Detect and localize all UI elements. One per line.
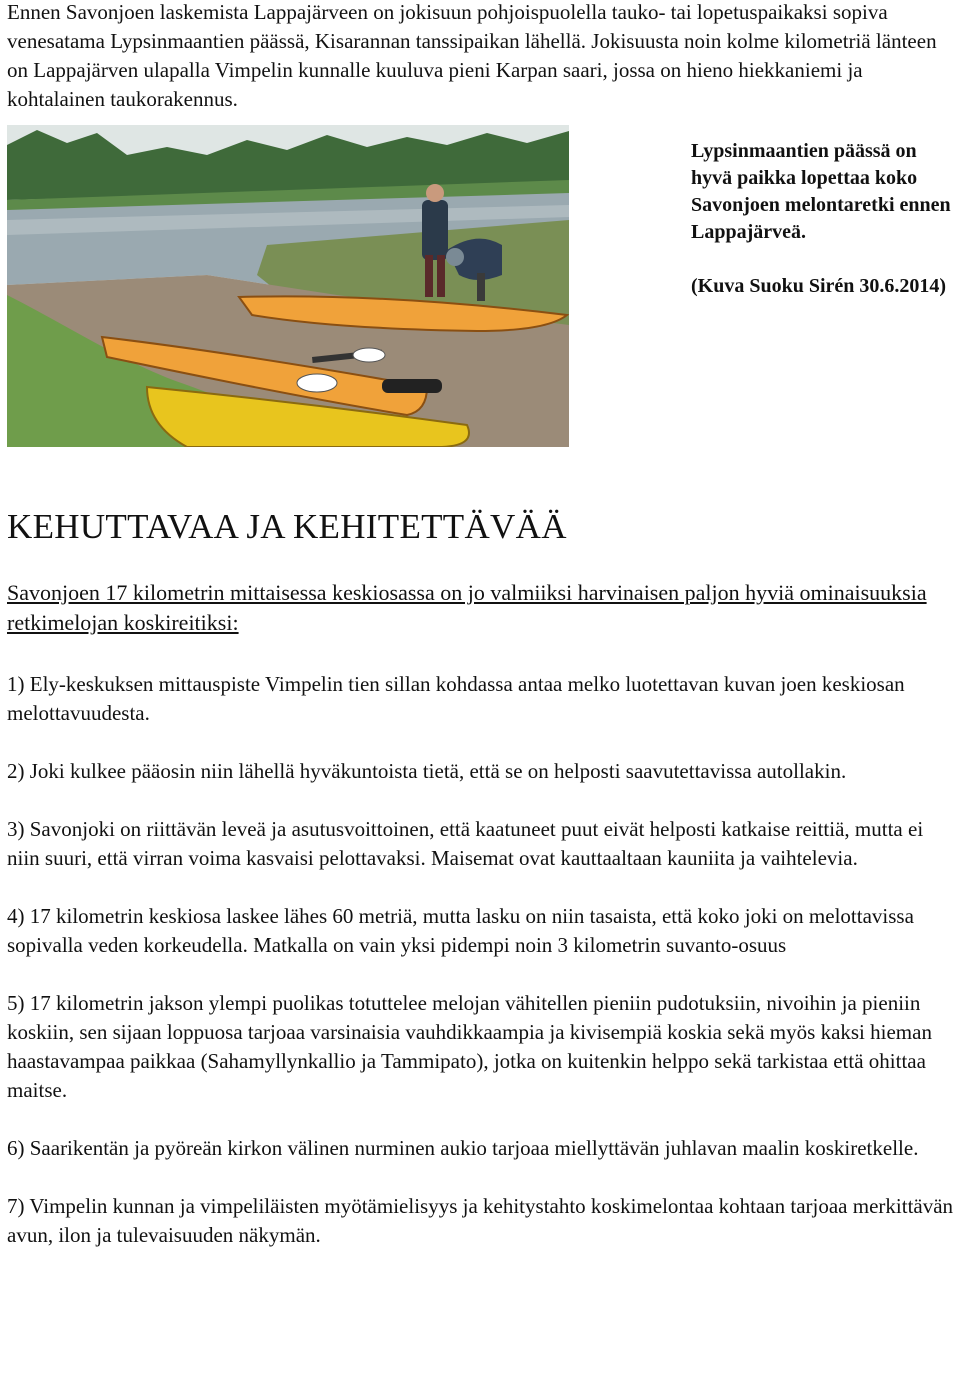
photo-paddle-blade: [353, 348, 385, 362]
photo-illustration: [7, 125, 569, 447]
list-item: 2) Joki kulkee pääosin niin lähellä hyväkuntoista tietä, että se on helposti saavutettavissa autollakin.: [7, 759, 847, 783]
intro-paragraph: Ennen Savonjoen laskemista Lappajärveen on jokisuun pohjoispuolella tauko- tai lopetuspaikaksi sopiva venesatama Lypsinmaantien päässä, Kisarannan tanssipaikan lähellä. Jokisuusta noin kolme kilometriä länteen on Lappajärven ulapalla Vimpelin kunnalle kuuluva pieni Karpan saari, jossa on hieno hiekkaniemi ja kohtalainen taukorakennus.: [7, 0, 937, 111]
numbered-list: [7, 670, 955, 1279]
photo-credit: (Kuva Suoku Sirén 30.6.2014): [691, 275, 947, 297]
list-item: 4) 17 kilometrin keskiosa laskee lähes 60 metriä, mutta lasku on niin tasaista, että koko joki on melottavissa sopivalla veden korkeudella. Matkalla on vain yksi pidempi noin 3 kilometrin suvanto-osuus: [7, 904, 914, 957]
list-item: 1) Ely-keskuksen mittauspiste Vimpelin tien sillan kohdassa antaa melko luotettavan kuvan joen keskiosan melottavuudesta.: [7, 672, 905, 725]
section-heading: KEHUTTAVAA JA KEHITETTÄVÄÄ: [7, 507, 567, 546]
photo-caption: [691, 138, 959, 300]
photo-paddle-dark: [382, 379, 442, 393]
list-item: 6) Saarikentän ja pyöreän kirkon välinen nurminen aukio tarjoaa miellyttävän juhlavan maalin koskiretkelle.: [7, 1136, 919, 1160]
photo-caption-text: Lypsinmaantien päässä on hyvä paikka lopettaa koko Savonjoen melontaretki ennen Lappajärveä.: [691, 140, 951, 243]
list-item: 7) Vimpelin kunnan ja vimpeliläisten myötämielisyys ja kehitystahto koskimelontaa kohtaan tarjoaa merkittävän avun, ilon ja tulevaisuuden näkymän.: [7, 1194, 954, 1247]
kayak-landing-photo: [7, 125, 569, 447]
lead-paragraph: Savonjoen 17 kilometrin mittaisessa keskiosassa on jo valmiiksi harvinaisen paljon hyviä ominaisuuksia retkimelojan koskireitiksi:: [7, 580, 927, 635]
list-item: 3) Savonjoki on riittävän leveä ja asutusvoittoinen, että kaatuneet puut eivät helposti katkaise reittiä, mutta ei niin suuri, että virran voima kasvaisi pelottavaksi. Maisemat ovat kauttaaltaan kauniita ja vaihtelevia.: [7, 817, 924, 870]
list-item: 5) 17 kilometrin jakson ylempi puolikas totuttelee melojan vähitellen pieniin pudotuksiin, nivoihin ja pieniin koskiin, sen sijaan loppuosa tarjoaa varsinaisia vauhdikkaampia ja kivisempiä koskia sekä myös kaksi hieman haastavampaa paikkaa (Sahamyllynkallio ja Tammipato), jotka on kuitenkin helppo sekä tarkistaa että ohittaa maitse.: [7, 991, 932, 1102]
photo-person-standing: [422, 200, 448, 260]
